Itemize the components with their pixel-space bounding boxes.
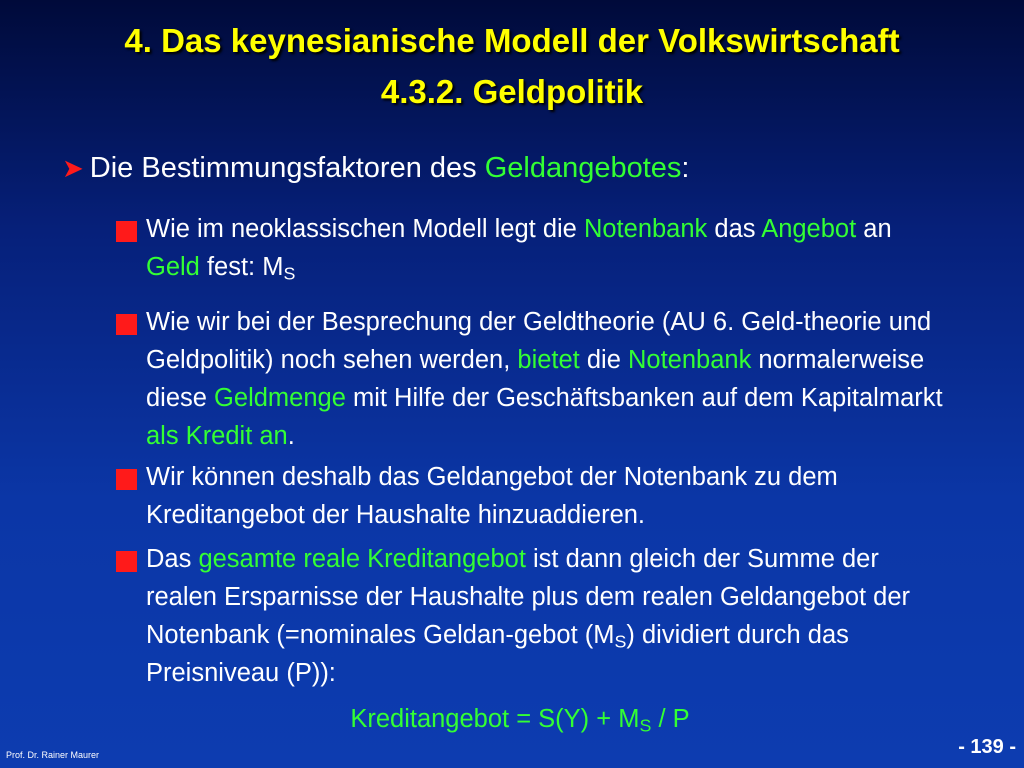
red-square-icon [116,469,137,490]
bullet-text [146,210,946,286]
bullet-segment: das [707,215,762,243]
subscript: S [614,631,627,652]
highlighted-term: Angebot [761,215,857,243]
bullet-segment: ist dann gleich der Summe der realen Ersparnisse der Haushalte plus dem realen Geldangebot der Notenbank (=nominales Geldan-gebot (M [146,545,911,649]
red-square-icon [116,221,137,242]
bullet-segment: an [856,215,892,243]
page-number: - 139 - [958,736,1016,758]
bullet-item [116,210,946,286]
bullet-item [116,458,946,534]
bullet-segment: normalerweise diese [146,346,925,412]
slide-subtitle: 4.3.2. Geldpolitik [380,73,644,110]
red-arrow-icon: ➤ [62,153,84,183]
footer-author: Prof. Dr. Rainer Maurer [6,750,100,760]
bullet-segment: mit Hilfe der Geschäftsbanken auf dem Kapitalmarkt [345,384,943,412]
highlighted-term: Notenbank [583,215,708,243]
bullet-text [146,458,946,534]
bullet-segment: fest: M [199,253,284,281]
bullet-segment: Wie im neoklassischen Modell legt die [146,215,584,243]
bullet-segment: Wir können deshalb das Geldangebot der Notenbank zu dem Kreditangebot der Haushalte hinzuaddieren. [146,463,838,529]
bullet-segment: Das [146,545,199,573]
heading-highlight: Geldangebotes [484,152,682,184]
bullet-text [146,540,946,692]
heading-end: : [681,152,690,184]
bullet-segment: die [579,346,628,374]
subscript: S [283,263,296,284]
highlighted-term: bietet [517,346,580,374]
red-square-icon [116,551,137,572]
credit-supply-formula [0,700,1024,738]
bullet-item [116,303,946,455]
heading-text: Die Bestimmungsfaktoren des [89,152,485,184]
formula-before: Kreditangebot = S(Y) + M [350,705,640,733]
bullet-text [146,303,946,455]
slide-title: 4. Das keynesianische Modell der Volkswirtschaft [124,22,900,59]
bullet-item [116,540,946,692]
formula-after: / P [651,705,690,733]
heading-bullet [62,150,689,186]
highlighted-term: gesamte reale Kreditangebot [198,545,526,573]
highlighted-term: Notenbank [627,346,752,374]
bullet-segment: Wie wir bei der Besprechung der Geldtheorie (AU 6. Geld-theorie und Geldpolitik) noch sehen werden, [146,308,932,374]
formula-sub: S [639,715,652,736]
highlighted-term: Geldmenge [214,384,346,412]
highlighted-term: als Kredit an [146,422,288,450]
red-square-icon [116,314,137,335]
bullet-segment: . [287,422,295,450]
highlighted-term: Geld [146,253,200,281]
bullet-segment: ) dividiert durch das Preisniveau (P)): [146,621,849,687]
